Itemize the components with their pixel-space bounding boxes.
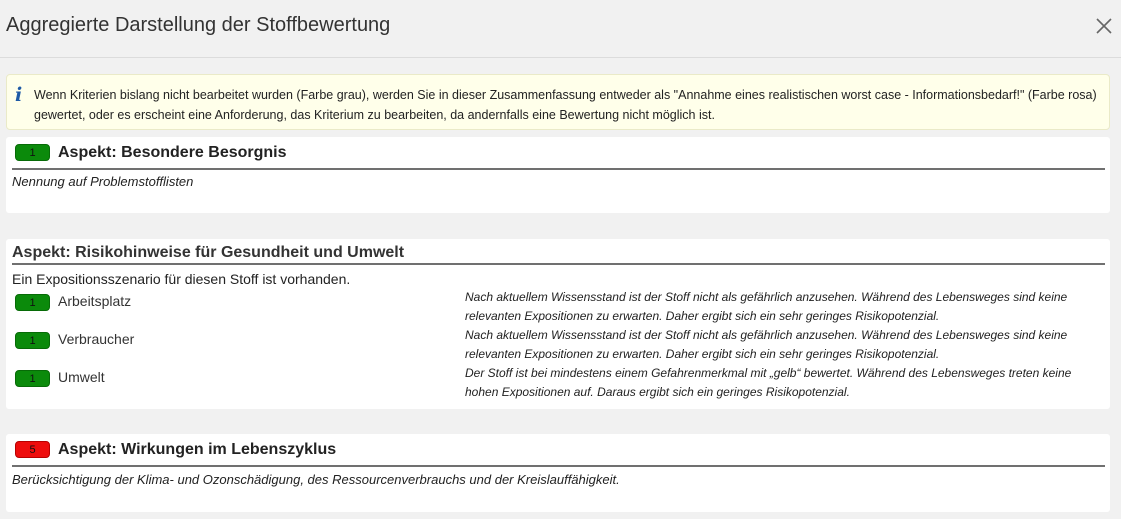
risk-label: Verbraucher — [58, 331, 135, 347]
risk-label: Umwelt — [58, 369, 105, 385]
score-badge: 1 — [15, 332, 50, 349]
aspect-panel-lebenszyklus — [6, 434, 1110, 512]
close-button[interactable] — [1094, 16, 1114, 36]
risk-assessment: Nach aktuellem Wissensstand ist der Stoff nicht als gefährlich anzusehen. Während des Lebensweges sind keine relevanten Expositionen zu erwarten. Daher ergibt sich ein sehr geringes Risikopotenzial. — [465, 328, 1068, 361]
risk-assessment: Nach aktuellem Wissensstand ist der Stoff nicht als gefährlich anzusehen. Während des Lebensweges sind keine relevanten Expositionen zu erwarten. Daher ergibt sich ein sehr geringes Risikopotenzial. — [465, 290, 1068, 323]
risk-label: Arbeitsplatz — [58, 293, 132, 309]
risk-assessment: Der Stoff ist bei mindestens einem Gefahrenmerkmal mit „gelb“ bewertet. Während des Lebensweges treten keine hohen Expositionen auf. Daraus ergibt sich ein geringes Risikopotenzial. — [465, 366, 1072, 399]
aspect-description: Nennung auf Problemstofflisten — [12, 174, 194, 189]
score-badge: 1 — [15, 370, 50, 387]
info-notice — [6, 74, 1110, 130]
info-text: Wenn Kriterien bislang nicht bearbeitet wurden (Farbe grau), werden Sie in dieser Zusammenfassung entweder als "Annahme eines realistischen worst case - Informationsbedarf!" (Farbe rosa) gewertet, oder es erscheint eine Anforderung, das Kriterium zu bearbeiten, da andernfalls eine Bewertung nicht möglich ist. — [34, 88, 1097, 122]
aspect-header — [12, 436, 1105, 467]
aspect-header — [12, 139, 1105, 170]
aspect-title: Aspekt: Risikohinweise für Gesundheit und Umwelt — [12, 244, 405, 261]
aspect-panel-besondere-besorgnis — [6, 137, 1110, 213]
score-badge: 1 — [15, 144, 50, 161]
aspect-description: Berücksichtigung der Klima- und Ozonschädigung, des Ressourcenverbrauchs und der Kreislauffähigkeit. — [12, 472, 620, 487]
dialog-title: Aggregierte Darstellung der Stoffbewertung — [6, 14, 391, 36]
score-badge: 5 — [15, 441, 50, 458]
risk-row-umwelt — [6, 366, 1110, 408]
close-icon — [1094, 16, 1114, 36]
info-icon: i — [15, 84, 23, 106]
dialog-header — [0, 0, 1121, 58]
aspect-panel-risikohinweise — [6, 239, 1110, 409]
scenario-text: Ein Expositionsszenario für diesen Stoff ist vorhanden. — [12, 271, 351, 287]
aspect-header — [12, 239, 1105, 265]
aspect-title: Aspekt: Wirkungen im Lebenszyklus — [58, 441, 337, 458]
score-badge: 1 — [15, 294, 50, 311]
aspect-title: Aspekt: Besondere Besorgnis — [58, 144, 287, 161]
